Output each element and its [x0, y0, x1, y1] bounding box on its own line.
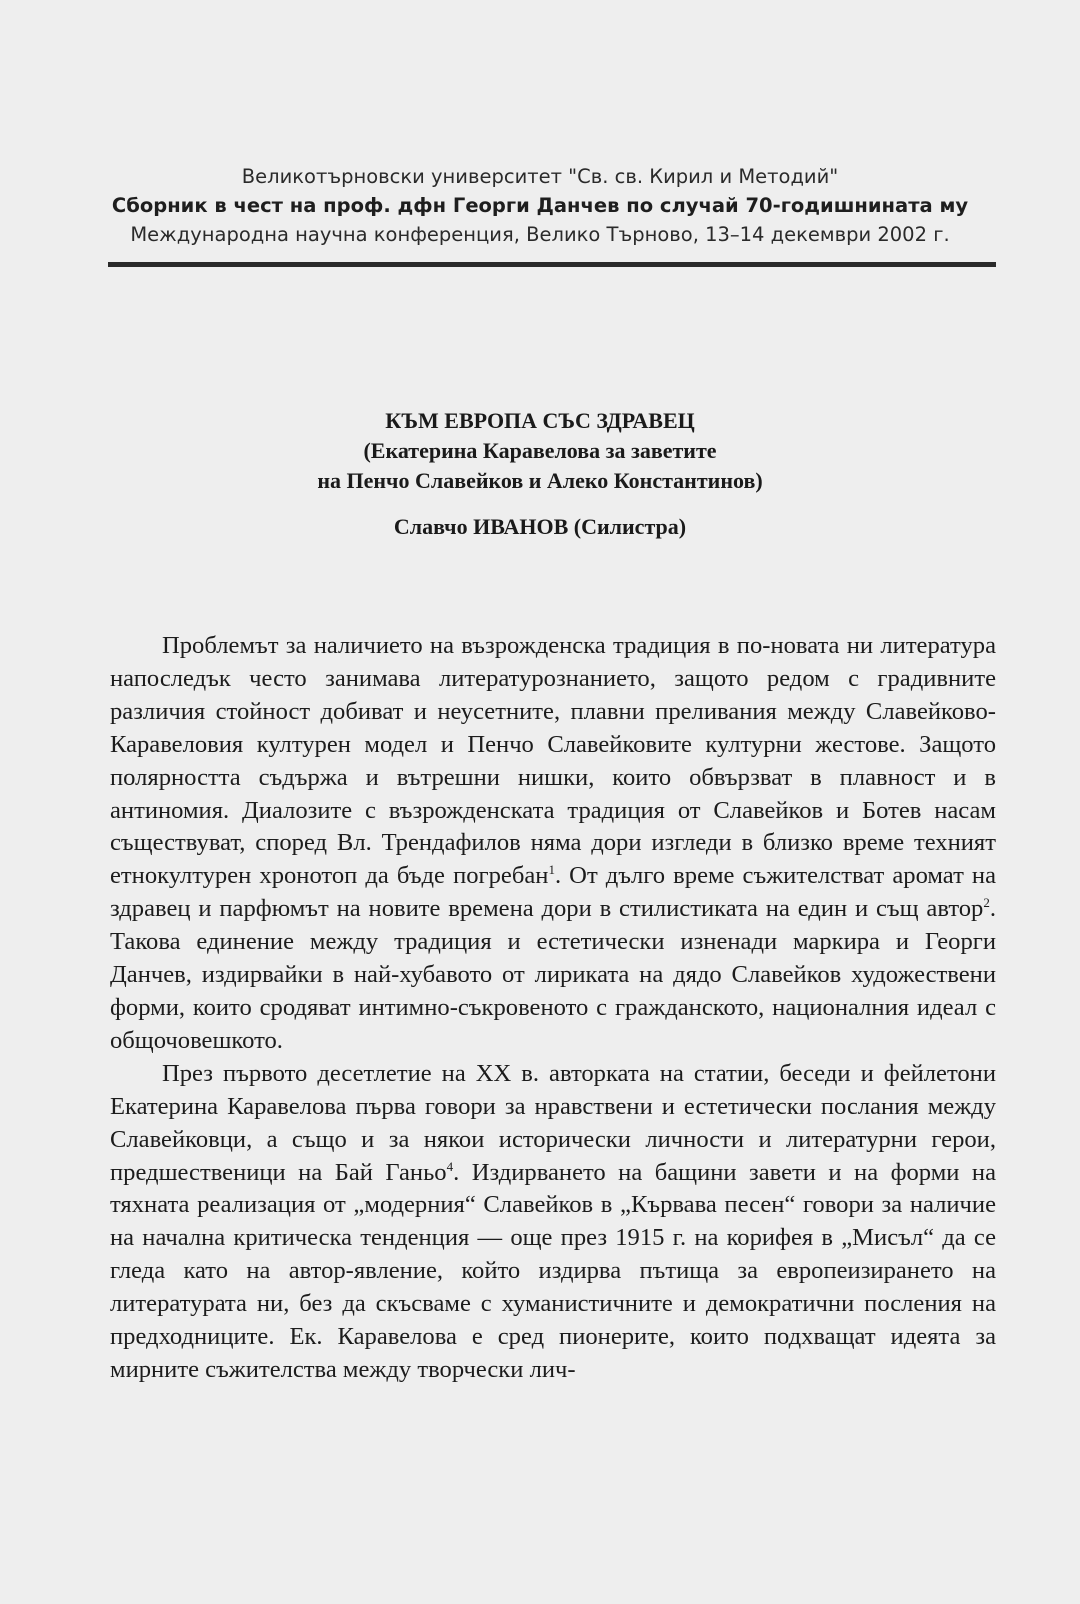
- article-subtitle-line2: на Пенчо Славейков и Алеко Константинов): [317, 468, 763, 493]
- article-title-block: [0, 406, 1080, 542]
- article-author: Славчо ИВАНОВ (Силистра): [393, 514, 687, 539]
- paragraph-1-text-a: Проблемът за наличието на възрожденска традиция в по-новата ни литература напоследък често занимава литературознанието, защото редом с градивните различия стойност добиват и неусетните, плавни преливания между Славейково-Каравеловия културен модел и Пенчо Славейковите културни жестове. Защото полярността съдържа и вътрешни нишки, които обвързват в плавност и в антиномия. Диалозите с възрожденската традиция от Славейков и Ботев насам съществуват, според Вл. Трендафилов няма дори изгледи в близко време техният етнокултурен хронотоп да бъде погребан: [110, 632, 996, 890]
- paragraph-1-text-b: . От дълго време съжителстват аромат на здравец и парфюмът на новите времена дори в стилистиката на един и същ автор: [110, 862, 996, 923]
- paragraph-1-text-c: . Такова единение между традиция и естетически изненади маркира и Георги Данчев, издирвайки в най-хубавото от лириката на дядо Славейков художествени форми, които сродяват интимно-съкровеното с гражданското, националния идеал с общочовешкото.: [110, 895, 996, 1054]
- header-conference: Международна научна конференция, Велико Търново, 13–14 декември 2002 г.: [130, 223, 950, 246]
- article-subtitle-line1: (Екатерина Каравелова за заветите: [363, 438, 717, 463]
- paragraph-2: [110, 1058, 996, 1387]
- header-rule: [108, 262, 996, 267]
- footnote-ref-1[interactable]: 1: [548, 862, 555, 878]
- paragraph-2-text-a: През първото десетлетие на XX в. авторката на статии, беседи и фейлетони Екатерина Каравелова първа говори за нравствени и естетически послания между Славейковци, а също и за някои исторически личности и литературни герои, предшественици на Бай Ганьо: [110, 1059, 996, 1186]
- article-title: КЪМ ЕВРОПА СЪС ЗДРАВЕЦ: [385, 408, 695, 433]
- header-university: Великотърновски университет "Св. св. Кирил и Методий": [241, 165, 839, 188]
- running-header: [0, 162, 1080, 249]
- header-collection-title: Сборник в чест на проф. дфн Георги Данчев по случай 70-годишнината му: [111, 194, 969, 217]
- paragraph-2-text-b: . Издирването на бащини завети и на форми на тяхната реализация от „модерния“ Славейков в „Кървава песен“ говори за наличие на начална критическа тенденция — още през 1915 г. на корифея в „Мисъл“ да се гледа като на автор-явление, който издирва пътища за европеизирането на литературата ни, без да скъсваме с хуманистичните и демократични посления на предходниците. Ек. Каравелова е сред пионерите, които подхващат идеята за мирните съжителства между творчески лич-: [110, 1158, 996, 1383]
- footnote-ref-2[interactable]: 2: [983, 895, 990, 911]
- paragraph-1: [110, 630, 996, 1058]
- footnote-ref-4[interactable]: 4: [446, 1158, 454, 1174]
- article-body: [110, 630, 996, 1387]
